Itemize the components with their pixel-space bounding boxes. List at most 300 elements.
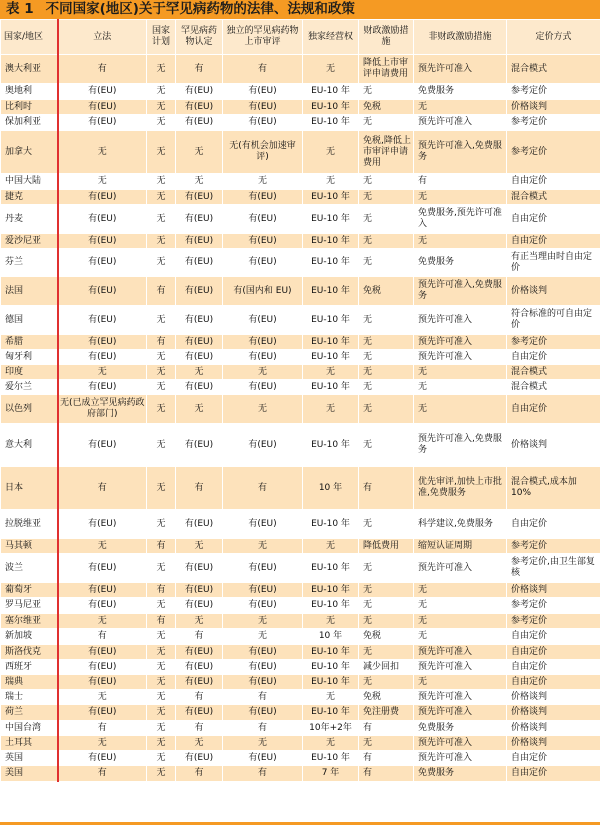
- table-cell: 无: [147, 598, 176, 614]
- table-cell: 有(国内和 EU): [223, 277, 303, 306]
- table-row: [1, 629, 600, 645]
- table-cell: 参考定价: [507, 84, 600, 100]
- table-cell: 无: [303, 395, 359, 424]
- region-cell: 日本: [1, 467, 58, 510]
- table-cell: 预先许可准入: [414, 55, 507, 84]
- table-cell: 有(EU): [176, 380, 223, 395]
- table-cell: 无: [359, 115, 414, 131]
- table-row: [1, 660, 600, 675]
- region-cell: 荷兰: [1, 705, 58, 721]
- table-cell: EU-10 年: [303, 115, 359, 131]
- table-cell: 有(EU): [58, 554, 147, 583]
- table-cell: 有: [58, 721, 147, 736]
- table-cell: 无: [359, 614, 414, 629]
- table-row: [1, 645, 600, 660]
- table-row: [1, 234, 600, 249]
- table-cell: 有(EU): [58, 115, 147, 131]
- table-cell: 价格谈判: [507, 705, 600, 721]
- table-cell: 无: [147, 629, 176, 645]
- table-cell: 有(EU): [223, 583, 303, 598]
- region-cell: 西班牙: [1, 660, 58, 675]
- table-cell: 预先许可准入: [414, 705, 507, 721]
- table-cell: 无: [147, 510, 176, 539]
- region-cell: 丹麦: [1, 205, 58, 234]
- table-cell: 有(EU): [176, 660, 223, 675]
- table-cell: 无: [414, 598, 507, 614]
- table-cell: 有: [176, 629, 223, 645]
- table-cell: 无: [359, 350, 414, 365]
- region-cell: 中国大陆: [1, 174, 58, 190]
- table-cell: 预先许可准入: [414, 350, 507, 365]
- table-cell: 有: [223, 467, 303, 510]
- table-cell: 无: [223, 539, 303, 554]
- table-cell: 无: [147, 395, 176, 424]
- table-cell: 自由定价: [507, 174, 600, 190]
- table-cell: 预先许可准入,免费服务: [414, 424, 507, 467]
- region-cell: 澳大利亚: [1, 55, 58, 84]
- table-cell: 有(EU): [223, 249, 303, 277]
- table-cell: 无: [359, 510, 414, 539]
- table-cell: 有: [58, 629, 147, 645]
- table-cell: 无: [359, 645, 414, 660]
- region-cell: 奥地利: [1, 84, 58, 100]
- region-cell: 比利时: [1, 100, 58, 115]
- table-cell: 无: [147, 55, 176, 84]
- table-cell: 无: [359, 424, 414, 467]
- region-cell: 斯洛伐克: [1, 645, 58, 660]
- table-cell: 无: [147, 721, 176, 736]
- table-cell: 无: [359, 249, 414, 277]
- table-cell: 无: [359, 598, 414, 614]
- table-row: [1, 350, 600, 365]
- table-cell: 有(EU): [176, 306, 223, 335]
- table-cell: 混合模式: [507, 365, 600, 380]
- region-cell: 葡萄牙: [1, 583, 58, 598]
- table-cell: 有: [147, 335, 176, 350]
- table-cell: 免注册费: [359, 705, 414, 721]
- table-cell: 有: [359, 766, 414, 782]
- table-cell: 有(EU): [58, 675, 147, 690]
- table-cell: EU-10 年: [303, 249, 359, 277]
- table-cell: 有(EU): [58, 84, 147, 100]
- table-cell: 无: [303, 539, 359, 554]
- table-cell: 无: [176, 131, 223, 174]
- table-cell: 有(EU): [176, 598, 223, 614]
- table-row: [1, 365, 600, 380]
- table-cell: 预先许可准入: [414, 736, 507, 751]
- table-cell: 无: [58, 174, 147, 190]
- table-cell: 无: [58, 539, 147, 554]
- table-cell: 无: [414, 395, 507, 424]
- bottom-rule: [0, 822, 600, 825]
- table-cell: EU-10 年: [303, 598, 359, 614]
- table-cell: 无: [147, 766, 176, 782]
- table-cell: 自由定价: [507, 766, 600, 782]
- table-cell: 价格谈判: [507, 424, 600, 467]
- table-cell: 有(EU): [176, 100, 223, 115]
- table-cell: 7 年: [303, 766, 359, 782]
- table-cell: 缩短认证周期: [414, 539, 507, 554]
- table-row: [1, 306, 600, 335]
- table-cell: 自由定价: [507, 205, 600, 234]
- header-row: [1, 20, 600, 55]
- table-cell: 无: [147, 380, 176, 395]
- table-row: [1, 84, 600, 100]
- table-cell: 有: [147, 614, 176, 629]
- table-cell: EU-10 年: [303, 675, 359, 690]
- table-cell: 有(EU): [58, 277, 147, 306]
- table-cell: 有: [223, 690, 303, 705]
- table-cell: 有(EU): [58, 100, 147, 115]
- table-cell: 无: [58, 131, 147, 174]
- table-cell: 无: [147, 424, 176, 467]
- table-row: [1, 705, 600, 721]
- table-cell: 有: [147, 539, 176, 554]
- table-cell: 自由定价: [507, 645, 600, 660]
- table-cell: 有: [147, 277, 176, 306]
- table-cell: EU-10 年: [303, 645, 359, 660]
- table-cell: 无: [359, 365, 414, 380]
- table-cell: 有(EU): [176, 645, 223, 660]
- column-header: 财政激励措施: [359, 20, 414, 55]
- table-cell: 价格谈判: [507, 690, 600, 705]
- table-cell: 无: [414, 583, 507, 598]
- table-cell: 免税: [359, 277, 414, 306]
- table-cell: EU-10 年: [303, 335, 359, 350]
- table-cell: 有(EU): [223, 306, 303, 335]
- region-cell: 新加坡: [1, 629, 58, 645]
- table-cell: 无: [176, 174, 223, 190]
- table-cell: 优先审评,加快上市批准,免费服务: [414, 467, 507, 510]
- table-cell: 自由定价: [507, 350, 600, 365]
- table-cell: 无: [359, 84, 414, 100]
- table-cell: 有(EU): [58, 249, 147, 277]
- table-cell: EU-10 年: [303, 350, 359, 365]
- table-cell: 无: [359, 190, 414, 205]
- table-cell: EU-10 年: [303, 84, 359, 100]
- table-cell: 有(EU): [176, 675, 223, 690]
- table-cell: 价格谈判: [507, 583, 600, 598]
- table-row: [1, 614, 600, 629]
- table-cell: 有(EU): [176, 510, 223, 539]
- column-header: 国家计划: [147, 20, 176, 55]
- table-cell: 无: [223, 365, 303, 380]
- table-cell: 免税,降低上市审评申请费用: [359, 131, 414, 174]
- table-cell: 有(EU): [223, 554, 303, 583]
- table-cell: 有(EU): [176, 190, 223, 205]
- table-cell: 有: [359, 467, 414, 510]
- table-cell: 无: [303, 55, 359, 84]
- table-cell: 无: [359, 234, 414, 249]
- table-cell: 参考定价: [507, 614, 600, 629]
- table-cell: 无: [359, 380, 414, 395]
- table-row: [1, 205, 600, 234]
- table-cell: 10 年: [303, 467, 359, 510]
- table-cell: 科学建议,免费服务: [414, 510, 507, 539]
- table-cell: 无: [147, 751, 176, 766]
- table-cell: 有(EU): [223, 598, 303, 614]
- table-row: [1, 554, 600, 583]
- table-cell: 预先许可准入,免费服务: [414, 277, 507, 306]
- table-cell: 无: [303, 736, 359, 751]
- table-row: [1, 721, 600, 736]
- table-cell: EU-10 年: [303, 306, 359, 335]
- table-cell: 预先许可准入: [414, 751, 507, 766]
- table-cell: 无: [359, 736, 414, 751]
- table-cell: 无: [223, 395, 303, 424]
- table-cell: 有(EU): [223, 350, 303, 365]
- region-cell: 瑞典: [1, 675, 58, 690]
- table-cell: 无: [147, 350, 176, 365]
- table-cell: 免费服务: [414, 766, 507, 782]
- table-cell: 有(EU): [58, 306, 147, 335]
- table-cell: 无: [58, 614, 147, 629]
- table-cell: 有(EU): [176, 350, 223, 365]
- column-header: 罕见病药物认定: [176, 20, 223, 55]
- table-cell: 有(EU): [223, 190, 303, 205]
- table-cell: 有(EU): [176, 751, 223, 766]
- table-cell: 参考定价: [507, 131, 600, 174]
- table-cell: 无: [303, 614, 359, 629]
- table-cell: 无: [359, 174, 414, 190]
- table-cell: 有(EU): [58, 751, 147, 766]
- region-cell: 土耳其: [1, 736, 58, 751]
- table-row: [1, 675, 600, 690]
- region-cell: 保加利亚: [1, 115, 58, 131]
- region-cell: 拉脱维亚: [1, 510, 58, 539]
- table-cell: EU-10 年: [303, 751, 359, 766]
- table-cell: 无: [147, 84, 176, 100]
- table-cell: EU-10 年: [303, 660, 359, 675]
- table-cell: 无: [147, 115, 176, 131]
- table-cell: 无: [414, 190, 507, 205]
- table-row: [1, 598, 600, 614]
- table-cell: 无(有机会加速审评): [223, 131, 303, 174]
- table-cell: 无: [414, 234, 507, 249]
- table-cell: 有(EU): [58, 705, 147, 721]
- table-cell: 有(EU): [58, 510, 147, 539]
- table-cell: EU-10 年: [303, 380, 359, 395]
- table-cell: 有(EU): [223, 205, 303, 234]
- table-cell: 无: [58, 736, 147, 751]
- table-cell: 有(EU): [176, 554, 223, 583]
- table-cell: 有: [176, 766, 223, 782]
- table-cell: 有: [176, 721, 223, 736]
- table-cell: 无: [414, 675, 507, 690]
- table-cell: EU-10 年: [303, 100, 359, 115]
- table-cell: 无: [223, 614, 303, 629]
- table-cell: 无: [147, 467, 176, 510]
- table-cell: 预先许可准入: [414, 335, 507, 350]
- table-cell: 无: [176, 395, 223, 424]
- table-cell: 无: [147, 675, 176, 690]
- table-cell: 有(EU): [176, 583, 223, 598]
- table-cell: 有(EU): [176, 705, 223, 721]
- table-cell: 预先许可准入: [414, 690, 507, 705]
- table-cell: EU-10 年: [303, 554, 359, 583]
- table-cell: 有(EU): [223, 424, 303, 467]
- column-header: 非财政激励措施: [414, 20, 507, 55]
- region-cell: 爱尔兰: [1, 380, 58, 395]
- table-cell: 预先许可准入: [414, 115, 507, 131]
- table-row: [1, 751, 600, 766]
- table-cell: 有(EU): [58, 660, 147, 675]
- table-cell: 免费服务,预先许可准入: [414, 205, 507, 234]
- table-cell: 参考定价,由卫生部复核: [507, 554, 600, 583]
- table-cell: 符合标准的可自由定价: [507, 306, 600, 335]
- region-cell: 捷克: [1, 190, 58, 205]
- table-cell: EU-10 年: [303, 234, 359, 249]
- region-cell: 中国台湾: [1, 721, 58, 736]
- table-cell: 有: [58, 467, 147, 510]
- table-cell: 无: [303, 690, 359, 705]
- table-cell: EU-10 年: [303, 583, 359, 598]
- table-row: [1, 539, 600, 554]
- table-cell: 有: [359, 721, 414, 736]
- table-cell: 无: [414, 614, 507, 629]
- table-row: [1, 100, 600, 115]
- table-row: [1, 510, 600, 539]
- table-cell: 无: [223, 174, 303, 190]
- region-cell: 希腊: [1, 335, 58, 350]
- region-cell: 芬兰: [1, 249, 58, 277]
- table-title: [0, 0, 600, 19]
- table-cell: 无: [359, 395, 414, 424]
- policy-table: [0, 19, 600, 782]
- table-cell: 无: [147, 554, 176, 583]
- table-cell: 无: [359, 583, 414, 598]
- table-row: [1, 424, 600, 467]
- table-cell: 无: [147, 690, 176, 705]
- table-caption: 不同国家(地区)关于罕见病药物的法律、法规和政策: [45, 1, 355, 17]
- table-row: [1, 277, 600, 306]
- table-cell: 无: [359, 675, 414, 690]
- table-cell: 免费服务: [414, 249, 507, 277]
- table-cell: 10年+2年: [303, 721, 359, 736]
- table-row: [1, 174, 600, 190]
- column-header: 立法: [58, 20, 147, 55]
- table-cell: 无: [147, 249, 176, 277]
- table-cell: 自由定价: [507, 234, 600, 249]
- table-cell: 无: [147, 736, 176, 751]
- table-cell: 有: [176, 690, 223, 705]
- table-cell: EU-10 年: [303, 424, 359, 467]
- table-cell: 有(EU): [223, 84, 303, 100]
- table-cell: 有: [223, 766, 303, 782]
- table-cell: 免税: [359, 690, 414, 705]
- column-header: 国家/地区: [1, 20, 58, 55]
- table-cell: 有: [58, 55, 147, 84]
- table-cell: 有(EU): [58, 335, 147, 350]
- region-cell: 爱沙尼亚: [1, 234, 58, 249]
- table-cell: 有(EU): [223, 645, 303, 660]
- table-cell: 无: [359, 335, 414, 350]
- table-row: [1, 583, 600, 598]
- table-cell: 混合模式: [507, 380, 600, 395]
- region-cell: 英国: [1, 751, 58, 766]
- table-number: 表 1: [6, 1, 34, 17]
- table-cell: 有(EU): [176, 424, 223, 467]
- region-cell: 加拿大: [1, 131, 58, 174]
- table-cell: 有: [223, 55, 303, 84]
- table-cell: 有(EU): [58, 424, 147, 467]
- table-cell: 有(EU): [176, 277, 223, 306]
- table-row: [1, 249, 600, 277]
- table-cell: 有(EU): [223, 660, 303, 675]
- table-cell: 无: [147, 174, 176, 190]
- table-cell: 参考定价: [507, 335, 600, 350]
- table-cell: 价格谈判: [507, 100, 600, 115]
- table-cell: 预先许可准入: [414, 554, 507, 583]
- table-cell: 有(EU): [223, 751, 303, 766]
- table-row: [1, 55, 600, 84]
- table-cell: 预先许可准入,免费服务: [414, 131, 507, 174]
- table-cell: 无: [223, 629, 303, 645]
- table-cell: 有(EU): [58, 598, 147, 614]
- table-cell: 有: [359, 751, 414, 766]
- table-cell: 价格谈判: [507, 736, 600, 751]
- table-cell: 参考定价: [507, 539, 600, 554]
- table-cell: 混合模式: [507, 55, 600, 84]
- table-cell: 免税: [359, 100, 414, 115]
- table-cell: 自由定价: [507, 395, 600, 424]
- column-header: 独立的罕见病药物上市审评: [223, 20, 303, 55]
- region-cell: 塞尔维亚: [1, 614, 58, 629]
- table-cell: 有: [58, 766, 147, 782]
- table-row: [1, 380, 600, 395]
- table-cell: 无: [147, 365, 176, 380]
- table-body: [1, 55, 600, 782]
- table-cell: 有正当理由时自由定价: [507, 249, 600, 277]
- region-cell: 德国: [1, 306, 58, 335]
- table-cell: 有: [176, 55, 223, 84]
- table-row: [1, 766, 600, 782]
- table-cell: 无: [176, 365, 223, 380]
- table-cell: 无: [147, 660, 176, 675]
- table-cell: 有(EU): [58, 583, 147, 598]
- table-cell: 有(EU): [176, 84, 223, 100]
- table-cell: 混合模式,成本加 10%: [507, 467, 600, 510]
- region-cell: 波兰: [1, 554, 58, 583]
- region-cell: 马其顿: [1, 539, 58, 554]
- table-cell: 有(EU): [176, 234, 223, 249]
- table-cell: 预先许可准入: [414, 306, 507, 335]
- table-cell: EU-10 年: [303, 205, 359, 234]
- table-row: [1, 736, 600, 751]
- table-cell: 无: [359, 306, 414, 335]
- column-header: 定价方式: [507, 20, 600, 55]
- table-cell: 有(EU): [176, 205, 223, 234]
- table-cell: 无: [58, 365, 147, 380]
- table-cell: 无: [147, 100, 176, 115]
- table-cell: 无: [176, 614, 223, 629]
- region-cell: 匈牙利: [1, 350, 58, 365]
- table-cell: 有(EU): [223, 675, 303, 690]
- table-cell: 无: [147, 306, 176, 335]
- table-cell: 无: [147, 234, 176, 249]
- table-cell: 无: [359, 554, 414, 583]
- table-cell: 无: [303, 131, 359, 174]
- table-cell: 有(EU): [223, 115, 303, 131]
- region-cell: 美国: [1, 766, 58, 782]
- table-cell: 降低费用: [359, 539, 414, 554]
- table-cell: 无: [147, 705, 176, 721]
- region-cell: 瑞士: [1, 690, 58, 705]
- region-cell: 以色列: [1, 395, 58, 424]
- table-cell: 无: [414, 100, 507, 115]
- table-cell: 有(EU): [176, 335, 223, 350]
- table-cell: 无: [223, 736, 303, 751]
